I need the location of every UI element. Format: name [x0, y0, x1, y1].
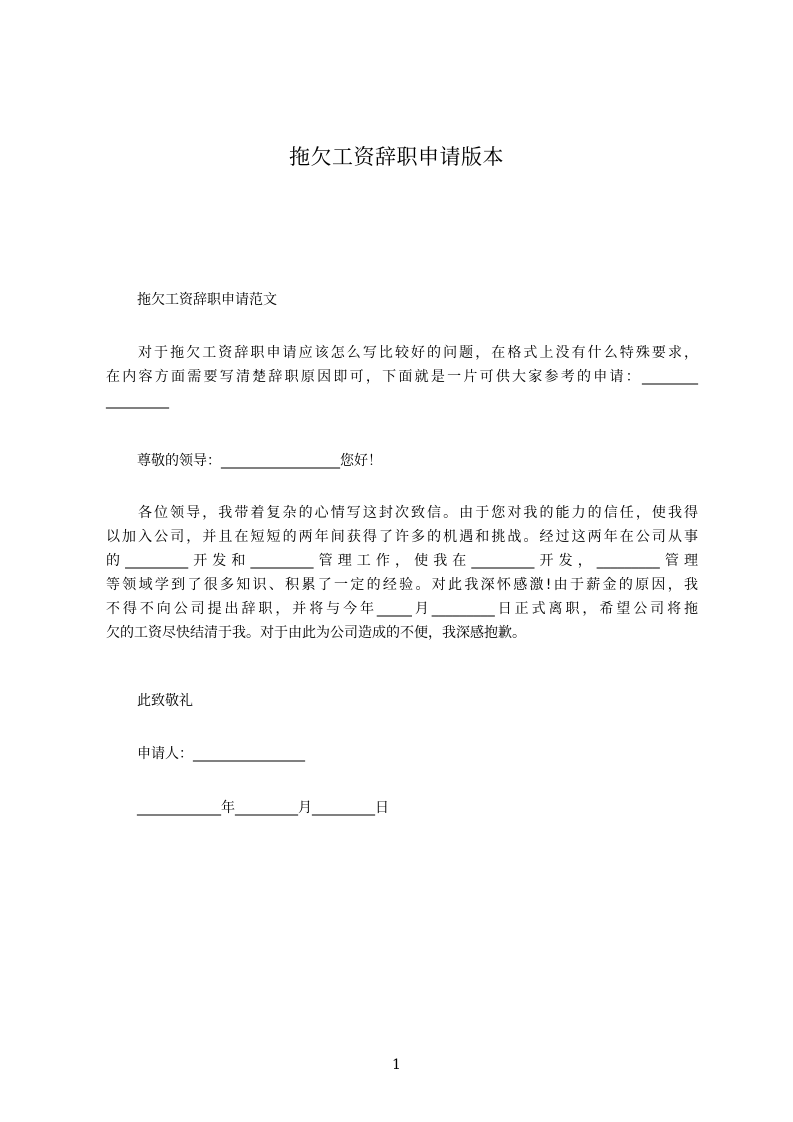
closing-text: 此致敬礼: [137, 693, 193, 709]
body-paragraph: [106, 501, 698, 645]
body-line-3: 的_________开发和_________管理工作，使我在_________开发，_________管理: [106, 553, 698, 569]
page-number: 1: [392, 1057, 401, 1073]
subtitle: [137, 288, 277, 312]
body-line-2: 以加入公司，并且在短短的两年间获得了许多的机遇和挑战。经过这两年在公司从事: [106, 529, 698, 545]
intro-line-3: _________: [106, 393, 169, 409]
salutation-text: 尊敬的领导：_________________您好！: [137, 453, 382, 469]
salutation: [137, 449, 382, 473]
intro-paragraph: [106, 341, 698, 413]
intro-line-2: 在内容方面需要写清楚辞职原因即可，下面就是一片可供大家参考的申请：________: [106, 369, 698, 385]
date-text: ____________年_________月_________日: [137, 800, 389, 816]
applicant-text: 申请人：________________: [137, 746, 305, 762]
body-line-5: 不得不向公司提出辞职，并将与今年_____月_________日正式离职，希望公司将拖: [106, 601, 698, 617]
applicant: [137, 742, 305, 766]
body-line-1: 各位领导，我带着复杂的心情写这封次致信。由于您对我的能力的信任，使我得: [138, 505, 698, 521]
intro-line-1: 对于拖欠工资辞职申请应该怎么写比较好的问题，在格式上没有什么特殊要求，: [138, 345, 698, 361]
body-line-4: 等领域学到了很多知识、积累了一定的经验。对此我深怀感激!由于薪金的原因，我: [106, 577, 698, 593]
subtitle-text: 拖欠工资辞职申请范文: [137, 292, 277, 308]
body-line-6: 欠的工资尽快结清于我。对于由此为公司造成的不便，我深感抱歉。: [106, 625, 526, 641]
document-title: 拖欠工资辞职申请版本: [289, 145, 504, 169]
date-line: [137, 796, 389, 820]
closing: [137, 689, 193, 713]
